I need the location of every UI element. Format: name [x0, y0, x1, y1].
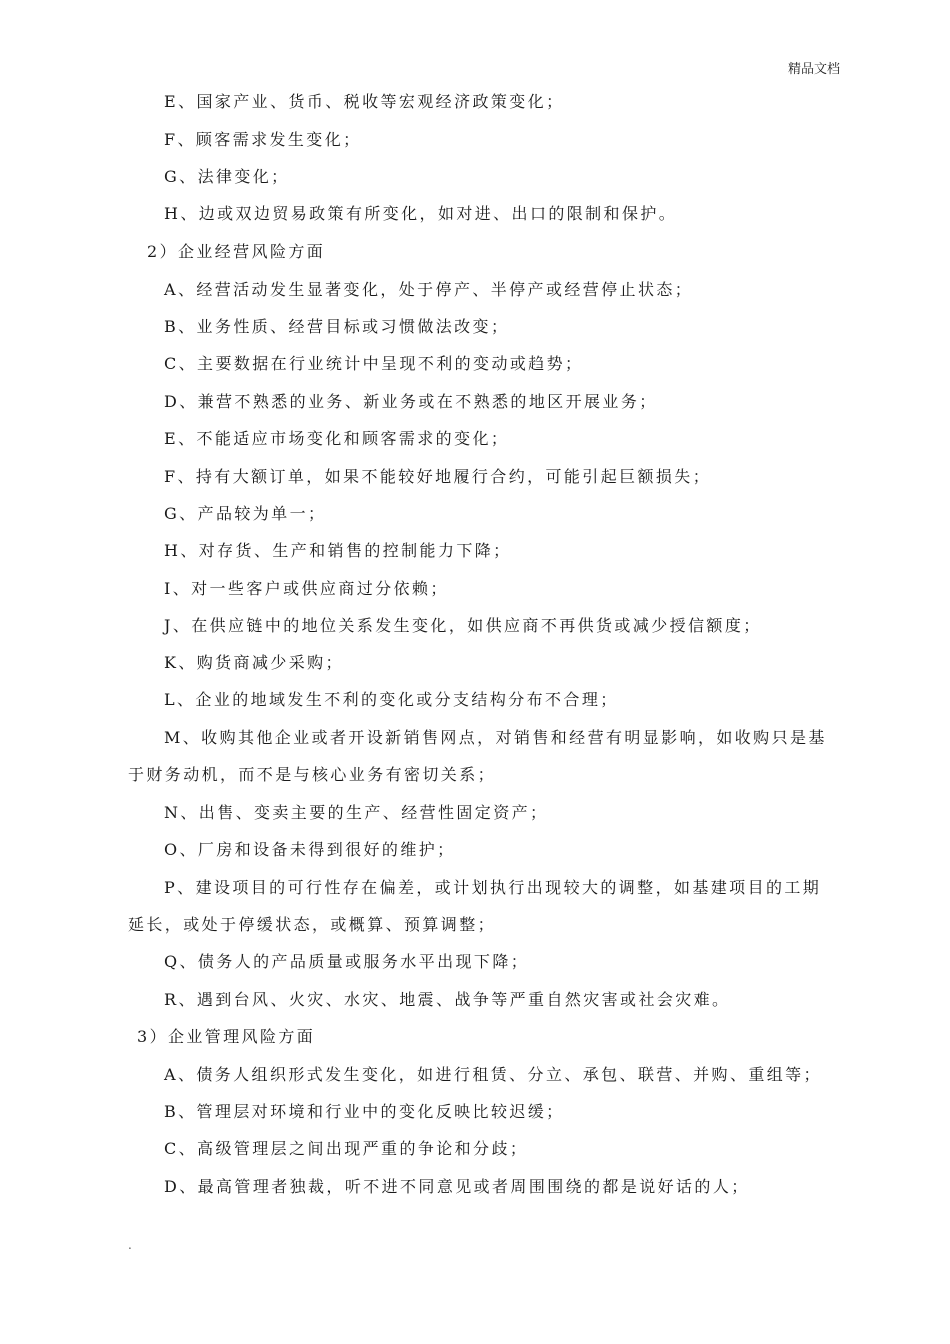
list-item: J、在供应链中的地位关系发生变化，如供应商不再供货或减少授信额度； — [164, 616, 762, 635]
list-item: B、业务性质、经营目标或习惯做法改变； — [164, 317, 510, 336]
list-item: K、购货商减少采购； — [164, 653, 344, 672]
list-item-continuation: 延长，或处于停缓状态，或概算、预算调整； — [128, 915, 497, 934]
list-item: I、对一些客户或供应商过分依赖； — [164, 579, 449, 598]
section-heading: 3）企业管理风险方面 — [137, 1027, 316, 1046]
list-item: O、厂房和设备未得到很好的维护； — [164, 840, 456, 859]
footer-mark: . — [128, 1238, 132, 1252]
list-item: F、顾客需求发生变化； — [164, 130, 362, 149]
list-item: P、建设项目的可行性存在偏差，或计划执行出现较大的调整，如基建项目的工期 — [164, 878, 822, 897]
section-heading: 2）企业经营风险方面 — [147, 242, 326, 261]
list-item: Q、债务人的产品质量或服务水平出现下降； — [164, 952, 530, 971]
list-item-continuation: 于财务动机，而不是与核心业务有密切关系； — [128, 765, 497, 784]
list-item: A、经营活动发生显著变化，处于停产、半停产或经营停止状态； — [164, 280, 694, 299]
list-item: C、主要数据在行业统计中呈现不利的变动或趋势； — [164, 354, 584, 373]
list-item: E、不能适应市场变化和顾客需求的变化； — [164, 429, 510, 448]
list-item: D、兼营不熟悉的业务、新业务或在不熟悉的地区开展业务； — [164, 392, 658, 411]
list-item: R、遇到台风、火灾、水灾、地震、战争等严重自然灾害或社会灾难。 — [164, 990, 731, 1009]
list-item: A、债务人组织形式发生变化，如进行租赁、分立、承包、联营、并购、重组等； — [164, 1065, 822, 1084]
list-item: M、收购其他企业或者开设新销售网点，对销售和经营有明显影响，如收购只是基 — [164, 728, 827, 747]
list-item: H、边或双边贸易政策有所变化，如对进、出口的限制和保护。 — [164, 204, 678, 223]
list-item: L、企业的地域发生不利的变化或分支结构分布不合理； — [164, 690, 619, 709]
list-item: G、法律变化； — [164, 167, 290, 186]
list-item: N、出售、变卖主要的生产、经营性固定资产； — [164, 803, 549, 822]
list-item: D、最高管理者独裁，听不进不同意见或者周围围绕的都是说好话的人； — [164, 1177, 750, 1196]
page-header: 精品文档 — [787, 62, 840, 77]
list-item: B、管理层对环境和行业中的变化反映比较迟缓； — [164, 1102, 565, 1121]
list-item: C、高级管理层之间出现严重的争论和分歧； — [164, 1139, 529, 1158]
list-item: G、产品较为单一； — [164, 504, 327, 523]
list-item: F、持有大额订单，如果不能较好地履行合约，可能引起巨额损失； — [164, 467, 712, 486]
list-item: H、对存货、生产和销售的控制能力下降； — [164, 541, 512, 560]
list-item: E、国家产业、货币、税收等宏观经济政策变化； — [164, 92, 565, 111]
